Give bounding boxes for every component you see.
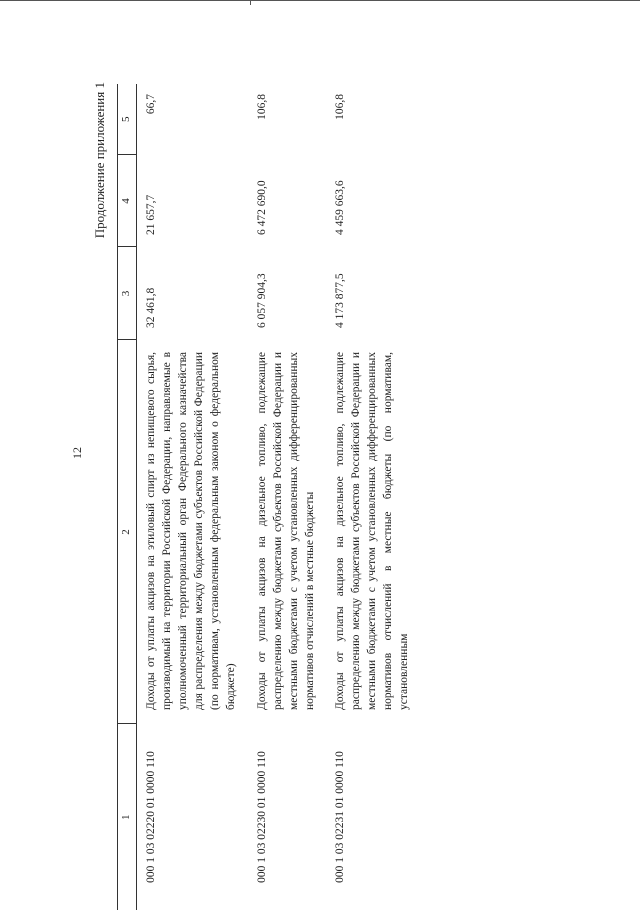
top-tick-mark (250, 0, 251, 5)
column-3-value: 4 173 877,5 (333, 273, 346, 328)
column-4-value: 6 472 690,0 (255, 180, 268, 235)
budget-classification-code: 000 1 03 02220 01 0000 110 (145, 751, 157, 883)
income-description: Доходы от уплаты акцизов на дизельное топливо, подлежащие распределению между бюджетами субъектов Российской Федерации и местными бюджетами с учетом установленных дифференцированных нормативов отчислений в местные бюджеты (255, 352, 316, 710)
column-header-3: 3 (118, 247, 137, 340)
column-3-value: 6 057 904,3 (255, 273, 268, 328)
table-row (326, 84, 470, 910)
income-description-cell (326, 340, 470, 724)
budget-classification-code: 000 1 03 02231 01 0000 110 (333, 751, 346, 883)
column-5-value: 66,7 (145, 94, 157, 115)
column-4-value: 4 459 663,6 (333, 180, 346, 235)
rotated-document-page (70, 50, 610, 910)
income-description: Доходы от уплаты акцизов на дизельное топливо, подлежащие распределению между бюджетами субъектов Российской Федерации и местными бюджетами с учетом установленных дифференцированных нормативов отчислений в местные бюджеты (по нормативам, установленным (333, 352, 411, 710)
column-header-5: 5 (118, 84, 137, 155)
table-row (248, 84, 326, 910)
column-header-2: 2 (118, 340, 137, 724)
column-5-value: 106,8 (255, 94, 268, 120)
column-number-header-row (118, 84, 137, 910)
column-header-4: 4 (118, 155, 137, 247)
table-row (137, 84, 248, 910)
column-3-value: 32 461,8 (145, 287, 157, 328)
budget-income-table (117, 84, 470, 910)
column-5-value: 106,8 (333, 94, 346, 120)
budget-classification-code: 000 1 03 02230 01 0000 110 (255, 751, 268, 883)
continuation-label: Продолжение приложения 1 (92, 82, 107, 239)
page-number: 12 (70, 447, 84, 459)
column-header-1: 1 (118, 724, 137, 910)
top-border-line (0, 0, 640, 1)
income-description: Доходы от уплаты акцизов на этиловый спирт из непищевого сырья, производимый на территории Российской Федерации, направляемые в уполномоченный территориальный орган Федерального казначейства для распределения между бюджетами субъектов Российской Федерации (по нормативам, установленным федеральным законом о федеральном бюджете) (145, 352, 238, 710)
column-4-value: 21 657,7 (145, 194, 157, 235)
